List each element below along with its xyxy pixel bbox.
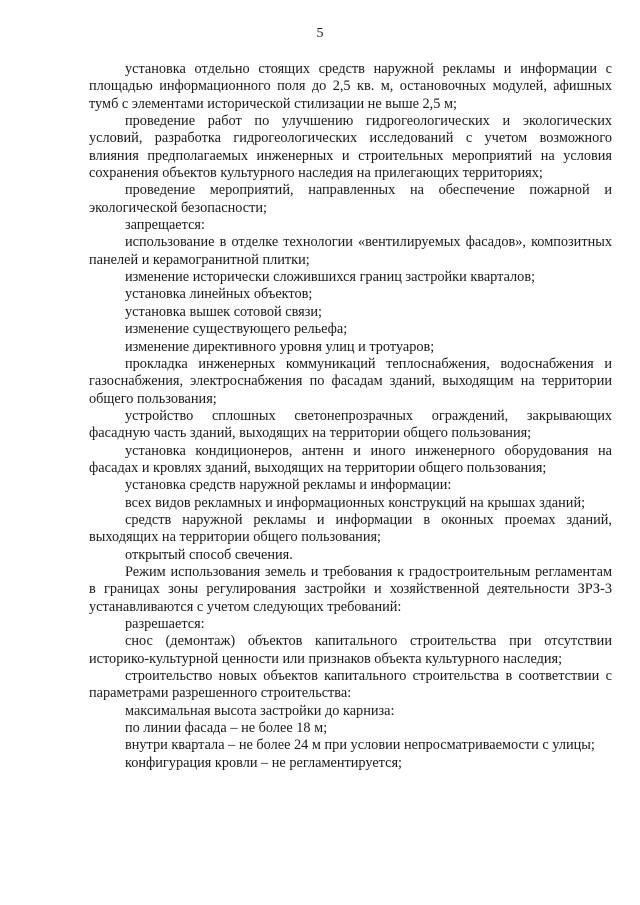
paragraph: изменение директивного уровня улиц и тротуаров; [125,338,435,355]
paragraph: открытый способ свечения. [125,546,293,563]
paragraph: Режим использования земель и требования к градостроительным регламентам в границах зоны регулирования застройки и хозяйственной деятельности ЗРЗ-3 устанавливаются с учетом следующих требований: [89,563,612,615]
paragraph: запрещается: [125,217,205,234]
document-body [89,61,612,772]
paragraph: проведение работ по улучшению гидрогеологических и экологических условий, разработка гидрогеологических исследований с учетом возможного влияния предполагаемых инженерных и строительных мероприятий на условия сохранения объектов культурного наследия на прилегающих территориях; [89,113,612,182]
paragraph: установка отдельно стоящих средств наружной рекламы и информации с площадью информационного поля до 2,5 кв. м, остановочных модулей, афишных тумб с элементами исторической стилизации не выше 2,5 м; [89,61,612,112]
paragraph: проведение мероприятий, направленных на обеспечение пожарной и экологической безопасности; [89,182,612,216]
paragraph: по линии фасада – не более 18 м; [125,720,328,737]
paragraph: установка средств наружной рекламы и информации: [125,477,452,494]
paragraph: установка линейных объектов; [125,286,313,303]
paragraph: внутри квартала – не более 24 м при условии непросматриваемости с улицы; [125,737,595,754]
paragraph: прокладка инженерных коммуникаций теплоснабжения, водоснабжения и газоснабжения, электроснабжения по фасадам зданий, выходящим на территории общего пользования; [89,355,612,407]
paragraph: устройство сплошных светонепрозрачных ограждений, закрывающих фасадную часть зданий, выходящих на территории общего пользования; [89,407,612,442]
paragraph: установка вышек сотовой связи; [125,303,322,320]
paragraph: установка кондиционеров, антенн и иного инженерного оборудования на фасадах и кровлях зданий, выходящих на территории общего пользования; [89,442,612,476]
paragraph: всех видов рекламных и информационных конструкций на крышах зданий; [125,494,586,511]
paragraph: строительство новых объектов капитального строительства в соответствии с параметрами разрешенного строительства: [89,668,612,702]
page-number: 5 [316,26,324,41]
paragraph: конфигурация кровли – не регламентируется; [125,754,402,771]
paragraph: использование в отделке технологии «вентилируемых фасадов», композитных панелей и керамогранитной плитки; [89,234,612,268]
paragraph: изменение исторически сложившихся границ застройки кварталов; [125,269,536,286]
paragraph: максимальная высота застройки до карниза: [125,702,395,719]
paragraph: снос (демонтаж) объектов капитального строительства при отсутствии историко-культурной ценности или признаков объекта культурного наследия; [89,633,612,667]
paragraph: изменение существующего рельефа; [125,321,348,338]
paragraph: средств наружной рекламы и информации в оконных проемах зданий, выходящих на территории общего пользования; [89,511,612,546]
paragraph: разрешается: [125,616,205,632]
